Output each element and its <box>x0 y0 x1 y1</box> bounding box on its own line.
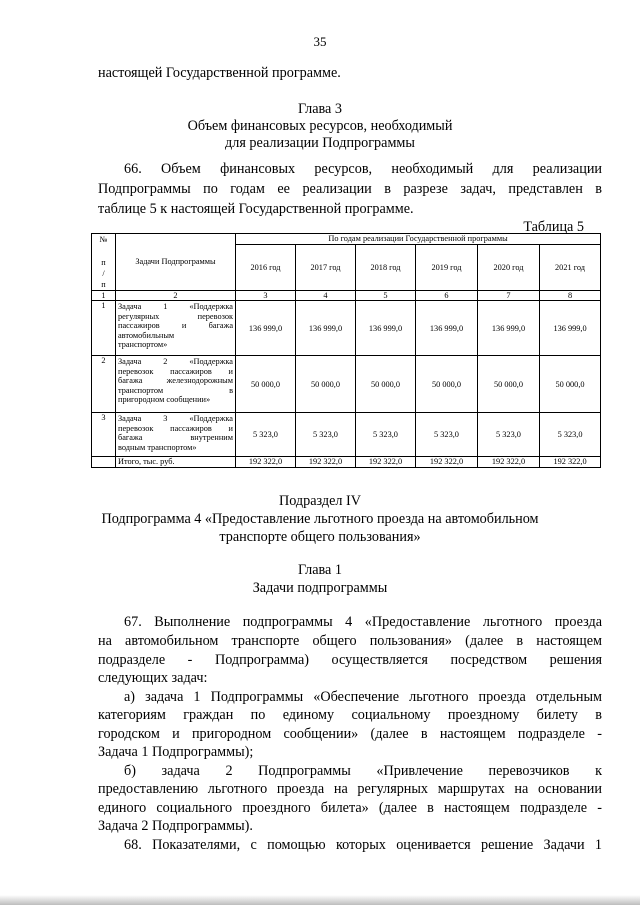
chapter3-title: Глава 3 <box>298 101 342 117</box>
years-header: По годам реализации Государственной программы <box>236 234 601 245</box>
chapter3-subtitle-2: для реализации Подпрограммы <box>225 135 415 151</box>
scan-bottom-edge <box>0 895 640 905</box>
year-header: 2016 год <box>236 244 296 290</box>
task-cell: Задача 2 «Поддержка перевозок пассажиров и багажа железнодорожным транспортом в пригородном сообщении» <box>116 356 236 413</box>
para67-line2: на автомобильном транспорте общего пользования» (далее в настоящем <box>98 633 602 649</box>
col-number: 6 <box>416 291 478 301</box>
col-number: 5 <box>356 291 416 301</box>
task-cell: Задача 1 «Поддержка регулярных перевозок пассажиров и багажа автомобильным транспортом» <box>116 301 236 356</box>
table-row <box>92 301 601 356</box>
row-number: 2 <box>92 356 116 413</box>
value-cell: 50 000,0 <box>296 356 356 413</box>
para66-line3: таблице 5 к настоящей Государственной программе. <box>98 201 414 217</box>
intro-line: настоящей Государственной программе. <box>98 65 341 81</box>
value-cell: 5 323,0 <box>416 413 478 457</box>
item-b-line1: б) задача 2 Подпрограммы «Привлечение перевозчиков к <box>124 763 602 779</box>
para66-line1: 66. Объем финансовых ресурсов, необходимый для реализации <box>124 161 602 177</box>
total-value: 192 322,0 <box>478 457 540 467</box>
value-cell: 50 000,0 <box>236 356 296 413</box>
value-cell: 5 323,0 <box>356 413 416 457</box>
para66-line2: Подпрограммы по годам ее реализации в разрезе задач, представлен в <box>98 181 602 197</box>
value-cell: 136 999,0 <box>356 301 416 356</box>
para68-line1: 68. Показателями, с помощью которых оценивается решение Задачи 1 <box>124 837 602 853</box>
chapter1-title: Глава 1 <box>298 562 342 578</box>
item-a-line4: Задача 1 Подпрограммы); <box>98 744 254 760</box>
total-label: Итого, тыс. руб. <box>116 457 236 467</box>
value-cell: 136 999,0 <box>416 301 478 356</box>
para67-line4: следующих задач: <box>98 670 208 686</box>
total-value: 192 322,0 <box>236 457 296 467</box>
total-value: 192 322,0 <box>356 457 416 467</box>
para67-line3: подразделе - Подпрограмма) осуществляется посредством решения <box>98 652 602 668</box>
value-cell: 50 000,0 <box>416 356 478 413</box>
finance-table <box>91 233 601 468</box>
value-cell: 136 999,0 <box>296 301 356 356</box>
value-cell: 136 999,0 <box>540 301 601 356</box>
row-number: 1 <box>92 301 116 356</box>
num-header: № п / п <box>92 234 116 291</box>
year-header: 2021 год <box>540 244 601 290</box>
total-empty-cell <box>92 457 116 467</box>
year-header: 2020 год <box>478 244 540 290</box>
page-number: 35 <box>313 34 327 49</box>
item-b-line2: предоставлению льготного проезда на регулярных маршрутах на основании <box>98 781 602 797</box>
total-value: 192 322,0 <box>416 457 478 467</box>
value-cell: 5 323,0 <box>296 413 356 457</box>
value-cell: 50 000,0 <box>356 356 416 413</box>
total-value: 192 322,0 <box>540 457 601 467</box>
item-b-line3: единого социального проездного билета» (далее в настоящем подразделе - <box>98 800 602 816</box>
value-cell: 50 000,0 <box>540 356 601 413</box>
total-value: 192 322,0 <box>296 457 356 467</box>
subsection-line1: Подпрограмма 4 «Предоставление льготного проезда на автомобильном <box>101 511 539 527</box>
subsection-line2: транспорте общего пользования» <box>219 529 421 545</box>
col-number: 8 <box>540 291 601 301</box>
chapter1-subtitle: Задачи подпрограммы <box>252 580 388 596</box>
col-number: 2 <box>116 291 236 301</box>
year-header: 2019 год <box>416 244 478 290</box>
item-a-line1: а) задача 1 Подпрограммы «Обеспечение льготного проезда отдельным <box>124 689 602 705</box>
row-number: 3 <box>92 413 116 457</box>
year-header: 2018 год <box>356 244 416 290</box>
task-header: Задачи Подпрограммы <box>116 234 236 291</box>
col-number: 4 <box>296 291 356 301</box>
value-cell: 5 323,0 <box>540 413 601 457</box>
value-cell: 136 999,0 <box>236 301 296 356</box>
col-number: 7 <box>478 291 540 301</box>
subsection-title: Подраздел IV <box>278 493 361 509</box>
value-cell: 5 323,0 <box>478 413 540 457</box>
chapter3-subtitle-1: Объем финансовых ресурсов, необходимый <box>187 118 453 134</box>
value-cell: 5 323,0 <box>236 413 296 457</box>
value-cell: 136 999,0 <box>478 301 540 356</box>
col-number: 3 <box>236 291 296 301</box>
total-row <box>92 457 601 467</box>
item-a-line2: категориям граждан по единому социальному проездному билету в <box>98 707 602 723</box>
item-b-line4: Задача 2 Подпрограммы). <box>98 818 253 834</box>
item-a-line3: городском и пригородном сообщении» (далее в настоящем подразделе - <box>98 726 602 742</box>
table-label: Таблица 5 <box>523 219 584 235</box>
year-header: 2017 год <box>296 244 356 290</box>
column-number-row <box>92 291 601 301</box>
value-cell: 50 000,0 <box>478 356 540 413</box>
task-cell: Задача 3 «Поддержка перевозок пассажиров и багажа внутренним водным транспортом» <box>116 413 236 457</box>
table-row <box>92 413 601 457</box>
col-number: 1 <box>92 291 116 301</box>
table-row <box>92 356 601 413</box>
para67-line1: 67. Выполнение подпрограммы 4 «Предоставление льготного проезда <box>124 614 602 630</box>
